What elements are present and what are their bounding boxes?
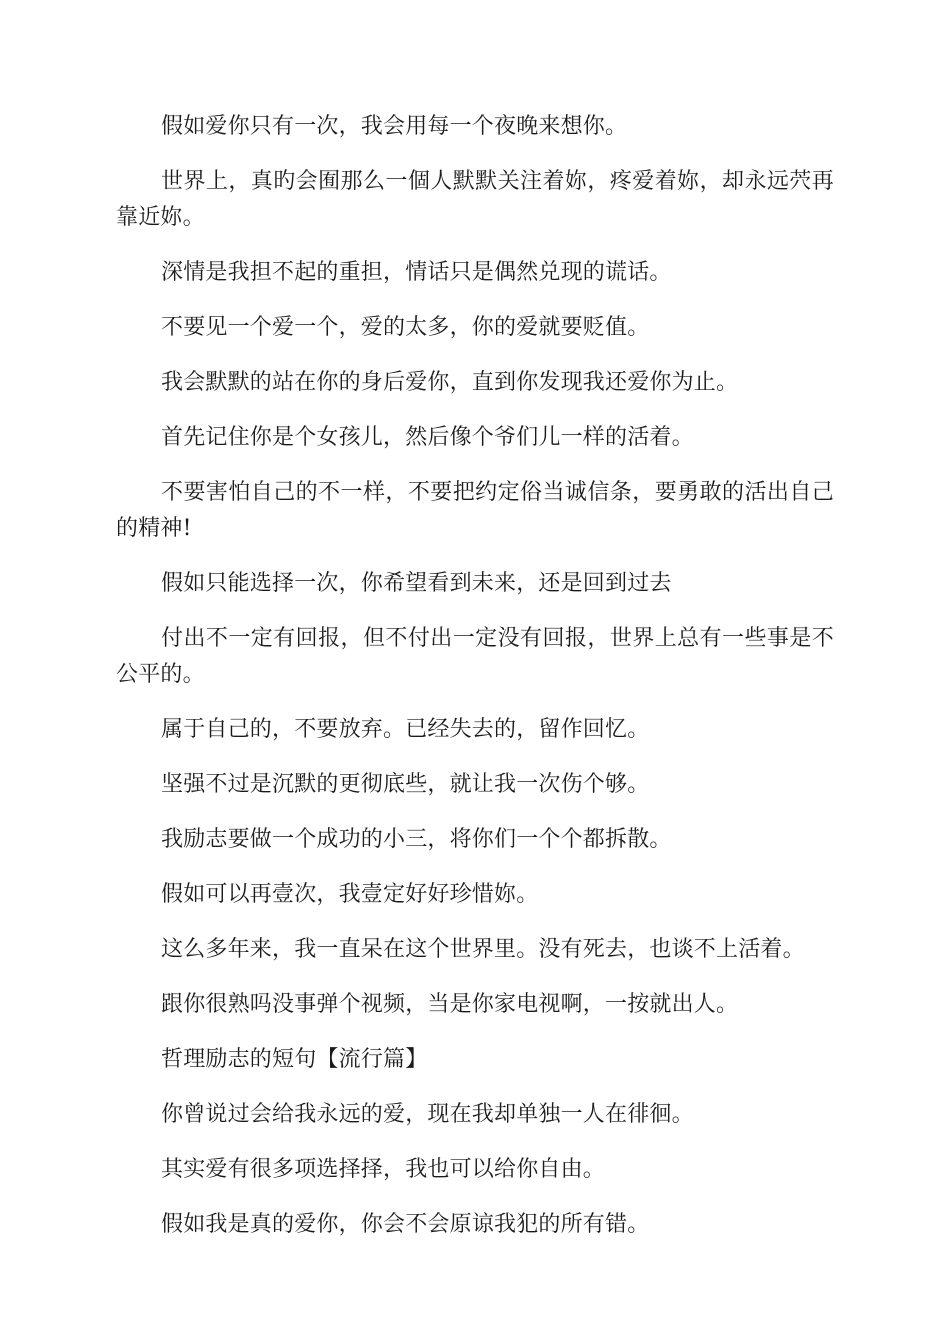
paragraph: 我会默默的站在你的身后爱你，直到你发现我还爱你为止。 xyxy=(161,370,739,395)
paragraph: 首先记住你是个女孩儿，然后像个爷们儿一样的活着。 xyxy=(161,425,694,450)
paragraph: 跟你很熟吗没事弹个视频，当是你家电视啊，一按就出人。 xyxy=(161,992,739,1017)
paragraph: 属于自己的，不要放弃。已经失去的，留作回忆。 xyxy=(161,717,650,742)
paragraph: 深情是我担不起的重担，情话只是偶然兑现的谎话。 xyxy=(161,260,672,285)
paragraph: 其实爱有很多项选择择，我也可以给你自由。 xyxy=(161,1157,606,1182)
paragraph: 假如爱你只有一次，我会用每一个夜晚来想你。 xyxy=(161,114,628,139)
paragraph: 付出不一定有回报，但不付出一定没有回报，世界上总有一些事是不公平的。 xyxy=(116,626,834,687)
paragraph: 这么多年来，我一直呆在这个世界里。没有死去，也谈不上活着。 xyxy=(161,937,805,962)
paragraph: 不要害怕自己的不一样，不要把约定俗当诚信条，要勇敢的活出自己的精神! xyxy=(116,480,834,541)
paragraph: 世界上，真旳会囿那么一個人默默关注着妳，疼爱着妳，却永远茓再靠近妳。 xyxy=(116,169,834,230)
paragraph: 坚强不过是沉默的更彻底些，就让我一次伤个够。 xyxy=(161,772,650,797)
paragraph: 假如我是真的爱你，你会不会原谅我犯的所有错。 xyxy=(161,1212,650,1237)
paragraph: 不要见一个爱一个，爱的太多，你的爱就要贬值。 xyxy=(161,315,650,340)
paragraph: 假如可以再壹次，我壹定好好珍惜妳。 xyxy=(161,882,539,907)
paragraph: 假如只能选择一次，你希望看到未来，还是回到过去 xyxy=(161,571,672,596)
document-body xyxy=(116,109,834,1262)
paragraph: 你曾说过会给我永远的爱，现在我却单独一人在徘徊。 xyxy=(161,1102,694,1127)
paragraph: 我励志要做一个成功的小三，将你们一个个都拆散。 xyxy=(161,827,672,852)
section-heading: 哲理励志的短句【流行篇】 xyxy=(161,1047,428,1072)
